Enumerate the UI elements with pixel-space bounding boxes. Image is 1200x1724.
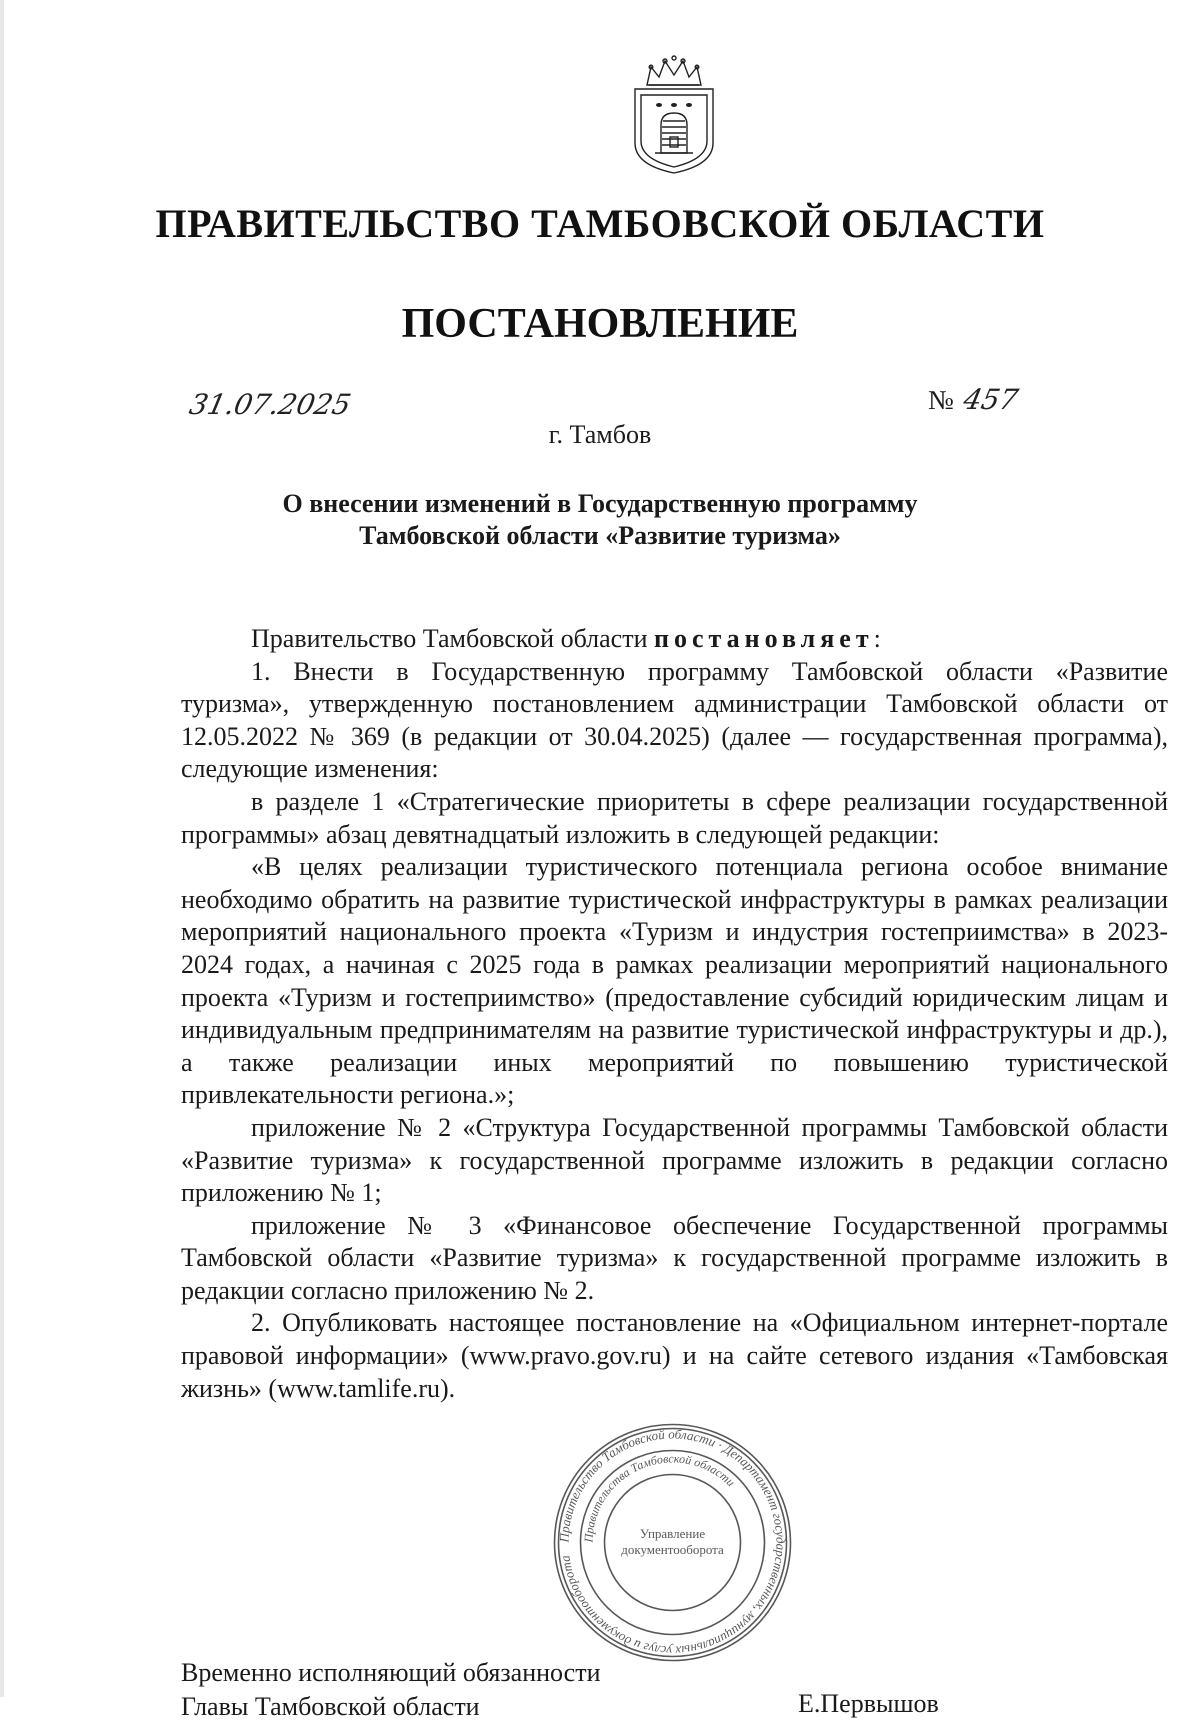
position-line-1: Временно исполняющий обязанности <box>181 1658 601 1687</box>
official-stamp <box>550 1420 795 1665</box>
subject-line-1: О внесении изменений в Государственную программу <box>282 489 918 518</box>
stamp-center-line-2: документооборота <box>621 1542 724 1557</box>
number-value: 457 <box>960 383 1021 416</box>
paragraph-1: 1. Внести в Государственную программу Тамбовской области «Развитие туризма», утвержденную постановлением администрации Тамбовской области от 12.05.2022 № 369 (в редакции от 30.04.2025) (далее — государственная программа), следующие изменения: <box>181 656 1168 784</box>
position-line-2: Главы Тамбовской области <box>181 1692 480 1721</box>
subject-line-2: Тамбовской области «Развитие туризма» <box>359 521 841 550</box>
document-subject <box>250 488 950 552</box>
number-sign: № <box>928 385 954 415</box>
intro-tail: : <box>873 624 881 653</box>
document-number <box>928 383 1021 416</box>
coat-of-arms-icon <box>625 55 723 175</box>
stamp-center-line-1: Управление <box>639 1526 706 1541</box>
paragraph-5: приложение № 3 «Финансовое обеспечение Государственной программы Тамбовской области «Развитие туризма» к государственной программе изложить в редакции согласно приложению № 2. <box>181 1210 1168 1305</box>
signatory-position <box>181 1656 601 1724</box>
document-type-title: ПОСТАНОВЛЕНИЕ <box>401 301 799 347</box>
city-line: г. Тамбов <box>548 420 652 449</box>
document-date: 31.07.2025 <box>186 388 354 421</box>
intro-lead: Правительство Тамбовской области <box>251 624 654 653</box>
signatory-name: Е.Первышов <box>798 1689 939 1718</box>
intro-verb: постановляет <box>654 624 874 653</box>
intro-paragraph <box>181 623 1168 656</box>
paragraph-3: «В целях реализации туристического потенциала региона особое внимание необходимо обратить на развитие туристической инфраструктуры в рамках реализации мероприятий национального проекта «Туризм и индустрия гостеприимства» в 2023-2024 годах, а начиная с 2025 года в рамках реализации мероприятий национального проекта «Туризм и гостеприимство» (предоставление субсидий юридическим лицам и индивидуальным предпринимателям на развитие туристической инфраструктуры и др.), а также реализации иных мероприятий по повышению туристической привлекательности региона.»; <box>181 852 1168 1110</box>
paragraph-6: 2. Опубликовать настоящее постановление на «Официальном интернет-портале правовой информации» (www.pravo.gov.ru) и на сайте сетевого издания «Тамбовская жизнь» (www.tamlife.ru). <box>181 1308 1168 1403</box>
organization-title: ПРАВИТЕЛЬСТВО ТАМБОВСКОЙ ОБЛАСТИ <box>155 201 1045 246</box>
paragraph-4: приложение № 2 «Структура Государственной программы Тамбовской области «Развитие туризма» к государственной программе изложить в редакции согласно приложению № 1; <box>181 1112 1168 1208</box>
stamp-inner-text: Правительства Тамбовской области <box>581 1451 738 1543</box>
scan-edge <box>0 0 4 1697</box>
paragraph-2: в разделе 1 «Стратегические приоритеты в сфере реализации государственной программы» абзац девятнадцатый изложить в следующей редакции: <box>181 786 1168 849</box>
document-body <box>181 623 1168 1405</box>
stamp-outer-text: Правительство Тамбовской области · Департамент государственных, муниципальных услуг и документооборота <box>556 1426 789 1659</box>
